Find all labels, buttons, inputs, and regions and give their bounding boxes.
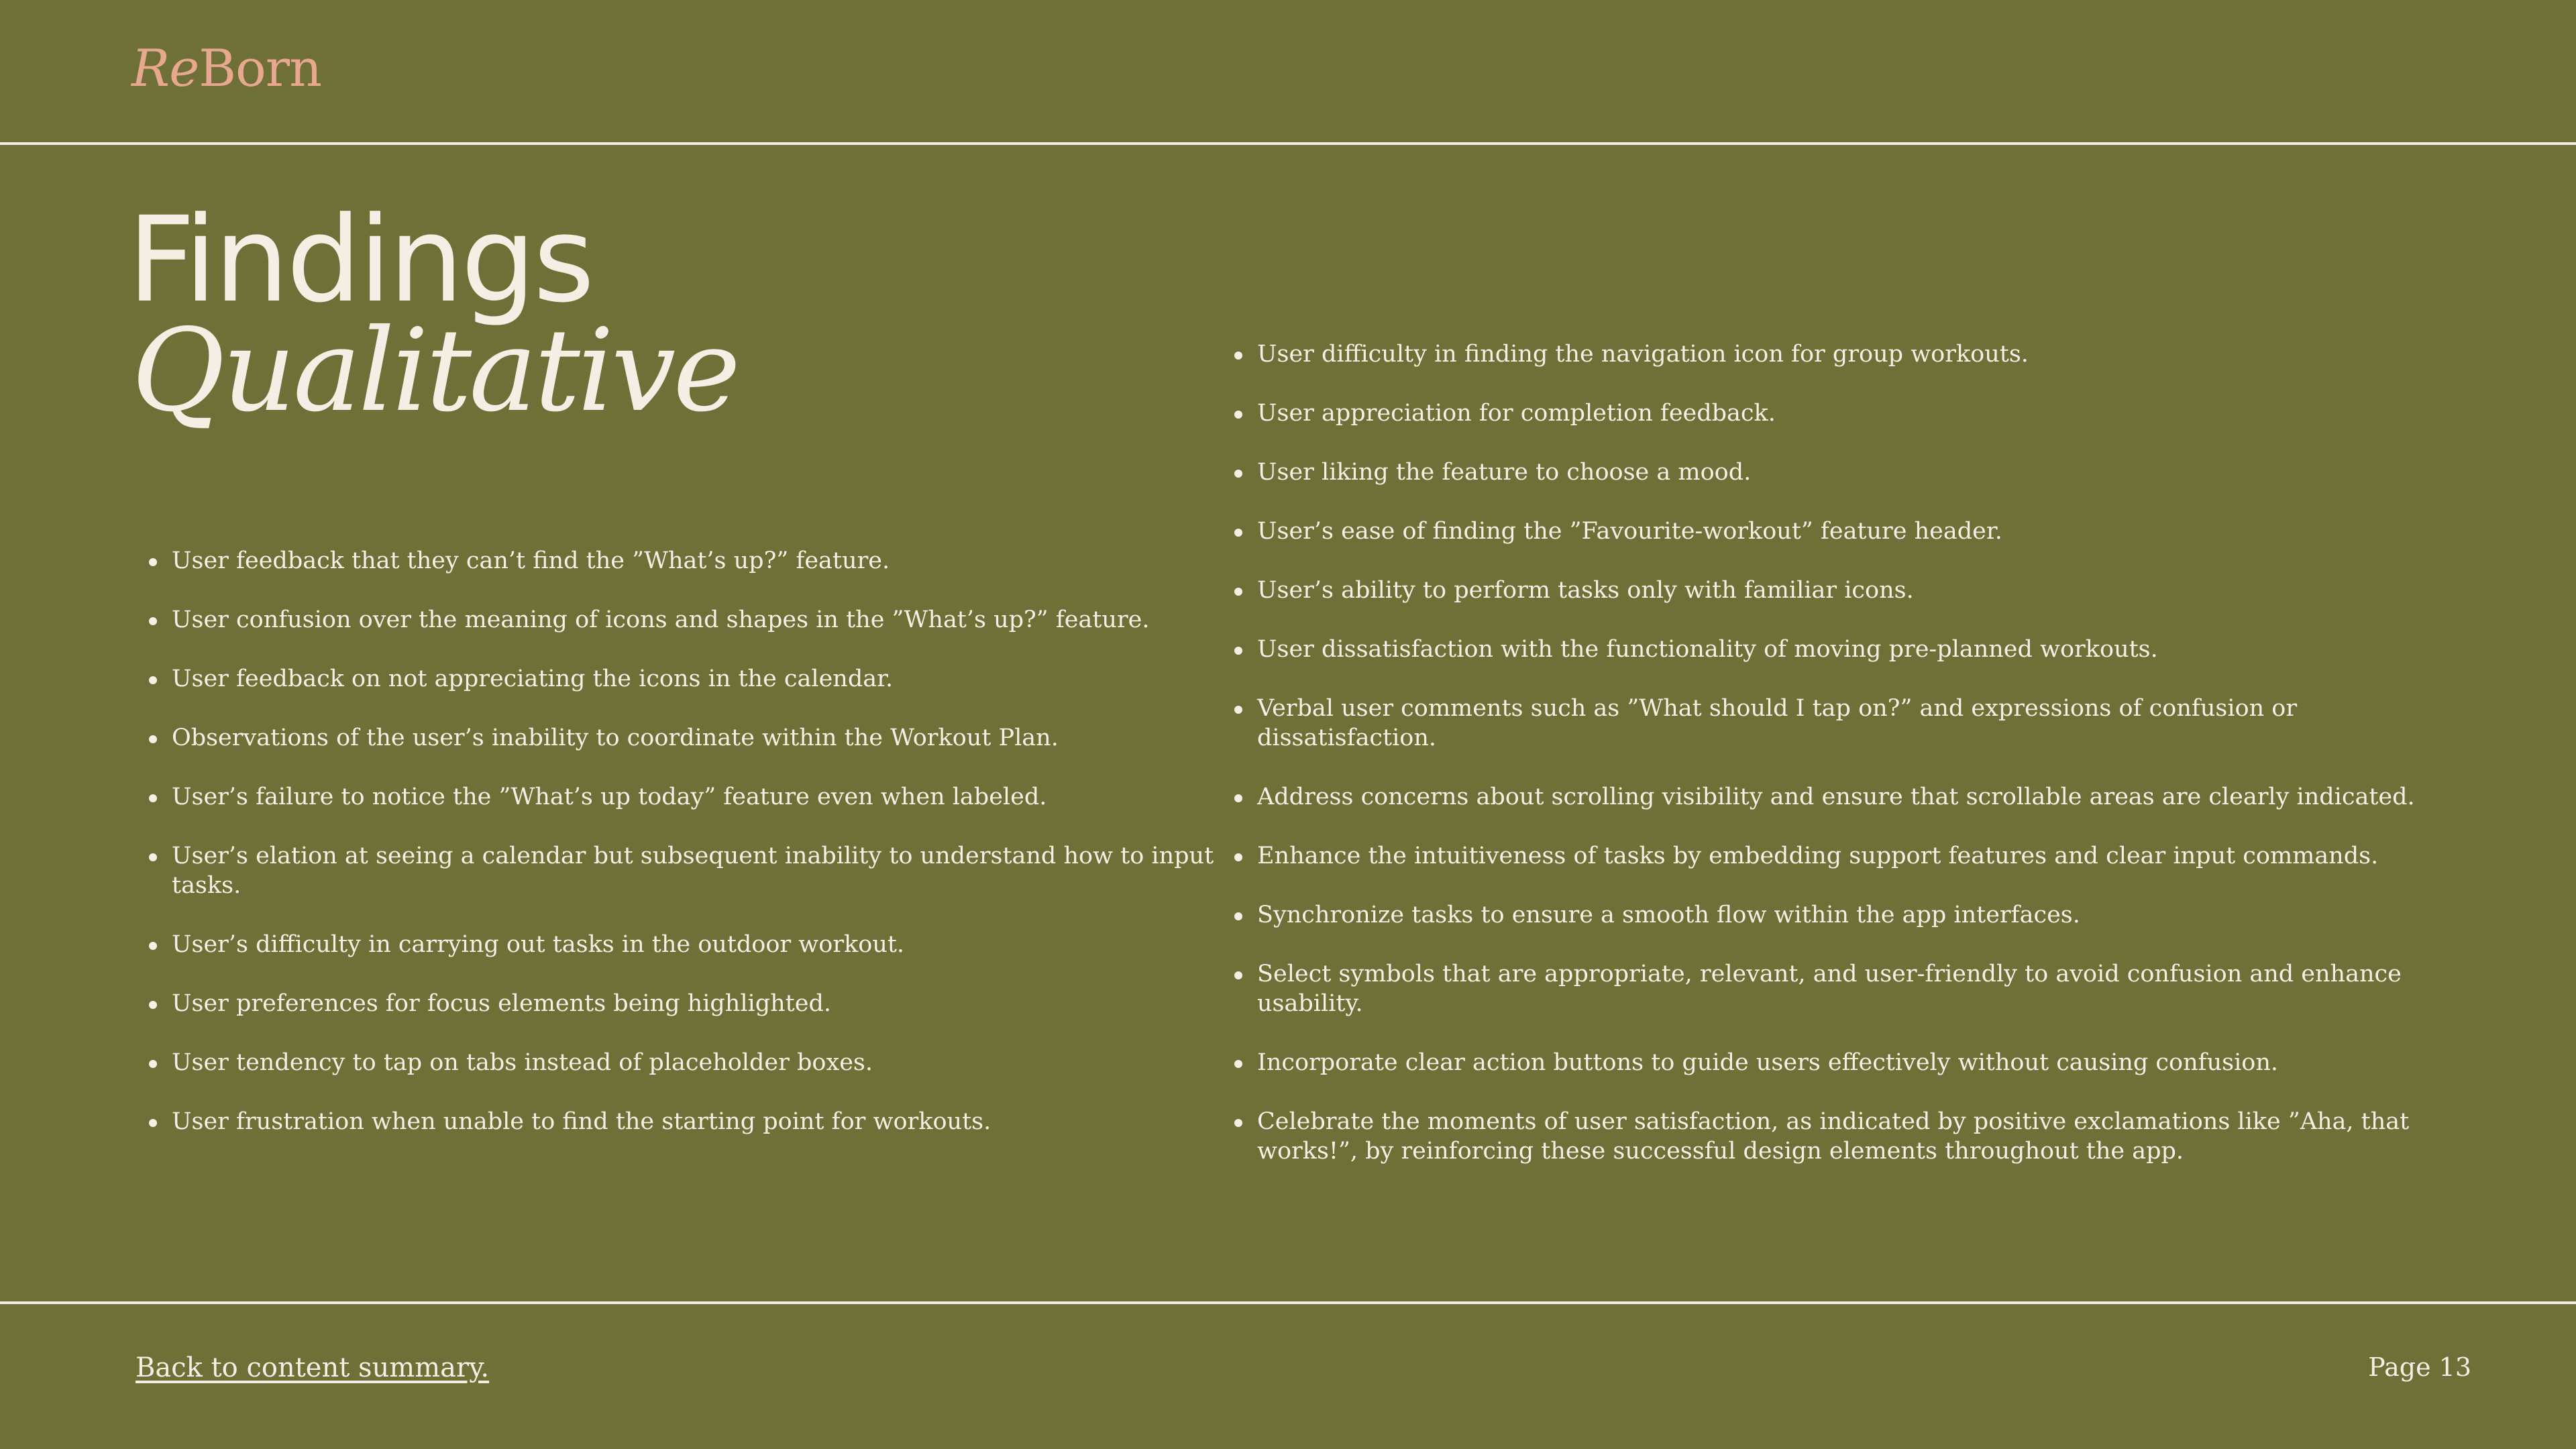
list-item: Select symbols that are appropriate, relevant, and user-friendly to avoid confusion and enhance usability. [1229,959,2423,1018]
page-subtitle: Qualitative [131,305,738,437]
list-item: Celebrate the moments of user satisfaction, as indicated by positive exclamations like ”Aha, that works!”, by reinforcing these successful design elements throughout the app. [1229,1107,2423,1166]
list-item: User feedback that they can’t find the ”What’s up?” feature. [144,546,1217,576]
list-item: Enhance the intuitiveness of tasks by embedding support features and clear input commands. [1229,841,2423,871]
list-item: User tendency to tap on tabs instead of placeholder boxes. [144,1048,1217,1077]
list-item: User’s ease of finding the ”Favourite-workout” feature header. [1229,517,2423,546]
list-item: Incorporate clear action buttons to guide users effectively without causing confusion. [1229,1048,2423,1077]
list-item: User liking the feature to choose a mood. [1229,458,2423,487]
logo-born: Born [199,38,322,98]
list-item: User confusion over the meaning of icons and shapes in the ”What’s up?” feature. [144,605,1217,635]
logo-re: Re [131,38,199,98]
page-number: Page 13 [2368,1352,2471,1382]
list-item: User difficulty in finding the navigation icon for group workouts. [1229,339,2423,369]
list-item: User frustration when unable to find the starting point for workouts. [144,1107,1217,1136]
list-item: Observations of the user’s inability to coordinate within the Workout Plan. [144,723,1217,753]
list-item: User’s ability to perform tasks only with familiar icons. [1229,576,2423,605]
findings-list-right [1229,339,2423,1195]
list-item: User feedback on not appreciating the icons in the calendar. [144,664,1217,694]
back-to-summary-link[interactable]: Back to content summary. [136,1352,490,1383]
list-item: Verbal user comments such as ”What should I tap on?” and expressions of confusion or dissatisfaction. [1229,694,2423,753]
list-item: User dissatisfaction with the functionality of moving pre-planned workouts. [1229,635,2423,664]
header-divider [0,142,2576,145]
findings-list-left [144,546,1217,1166]
page-title: Findings [127,191,592,329]
list-item: User’s difficulty in carrying out tasks in the outdoor workout. [144,930,1217,959]
footer-divider [0,1301,2576,1304]
list-item: User preferences for focus elements being highlighted. [144,989,1217,1018]
list-item: User’s elation at seeing a calendar but subsequent inability to understand how to input tasks. [144,841,1217,900]
list-item: User appreciation for completion feedback. [1229,398,2423,428]
list-item: Address concerns about scrolling visibility and ensure that scrollable areas are clearly indicated. [1229,782,2423,812]
list-item: User’s failure to notice the ”What’s up today” feature even when labeled. [144,782,1217,812]
list-item: Synchronize tasks to ensure a smooth flow within the app interfaces. [1229,900,2423,930]
logo [131,38,322,98]
